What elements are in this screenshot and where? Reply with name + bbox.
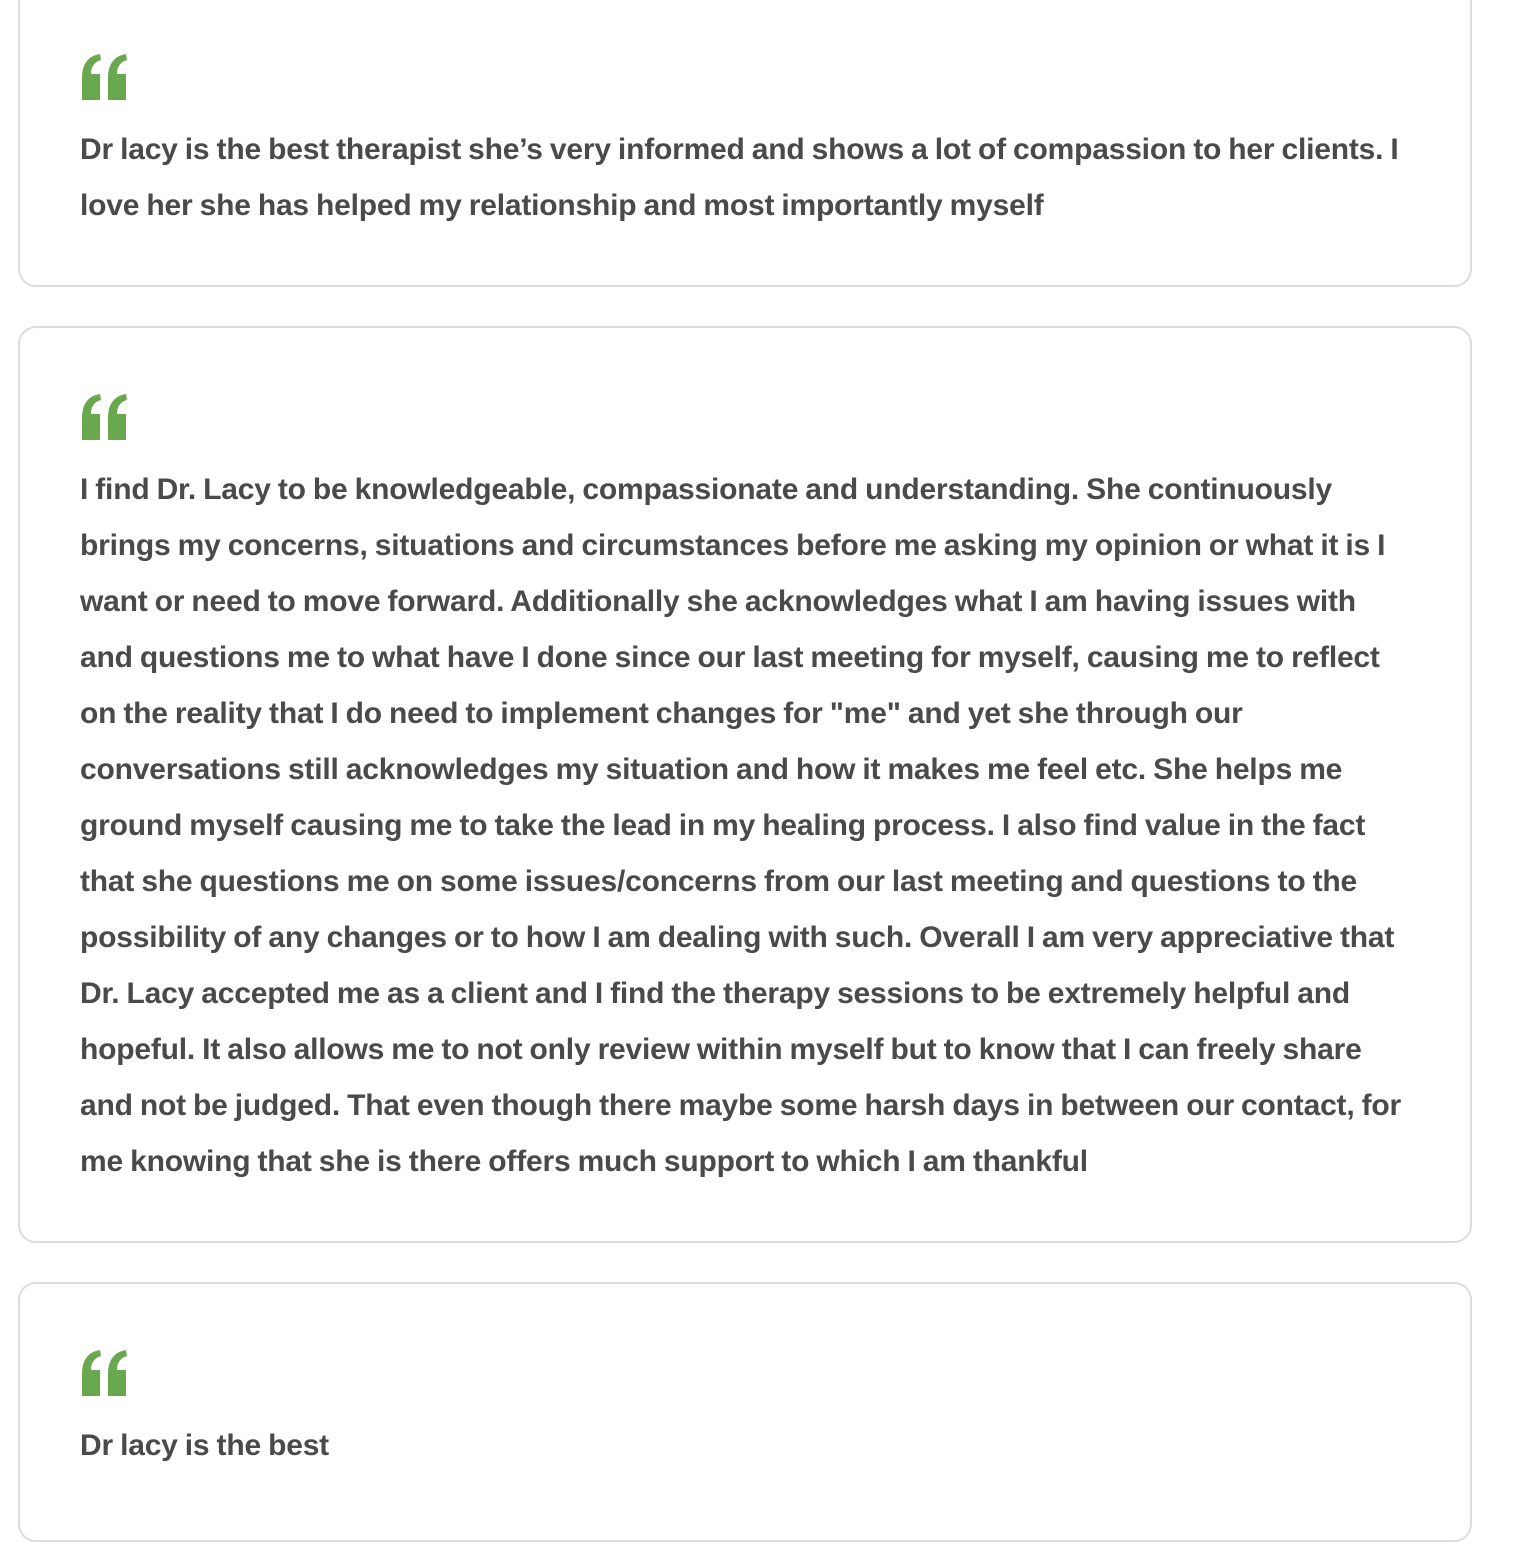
- quote-icon: [80, 394, 130, 440]
- testimonial-text: Dr lacy is the best: [80, 1429, 329, 1462]
- testimonial-card: [18, 326, 1472, 1243]
- quote-icon: [80, 1350, 130, 1396]
- testimonial-card: [18, 1282, 1472, 1542]
- testimonial-text: Dr lacy is the best therapist she’s very informed and shows a lot of compassion to her clients. I love her she has helped my relationship and most importantly myself: [80, 133, 1399, 222]
- quote-icon: [80, 54, 130, 100]
- testimonial-text: I find Dr. Lacy to be knowledgeable, compassionate and understanding. She continuously brings my concerns, situations and circumstances before me asking my opinion or what it is I want or need to move forward. Additionally she acknowledges what I am having issues with and questions me to what have I done since our last meeting for myself, causing me to reflect on the reality that I do need to implement changes for "me" and yet she through our conversations still acknowledges my situation and how it makes me feel etc. She helps me ground myself causing me to take the lead in my healing process. I also find value in the fact that she questions me on some issues/concerns from our last meeting and questions to the possibility of any changes or to how I am dealing with such. Overall I am very appreciative that Dr. Lacy accepted me as a client and I find the therapy sessions to be extremely helpful and hopeful. It also allows me to not only review within myself but to know that I can freely share and not be judged. That even though there maybe some harsh days in between our contact, for me knowing that she is there offers much support to which I am thankful: [80, 473, 1402, 1178]
- testimonial-card: [18, 0, 1472, 287]
